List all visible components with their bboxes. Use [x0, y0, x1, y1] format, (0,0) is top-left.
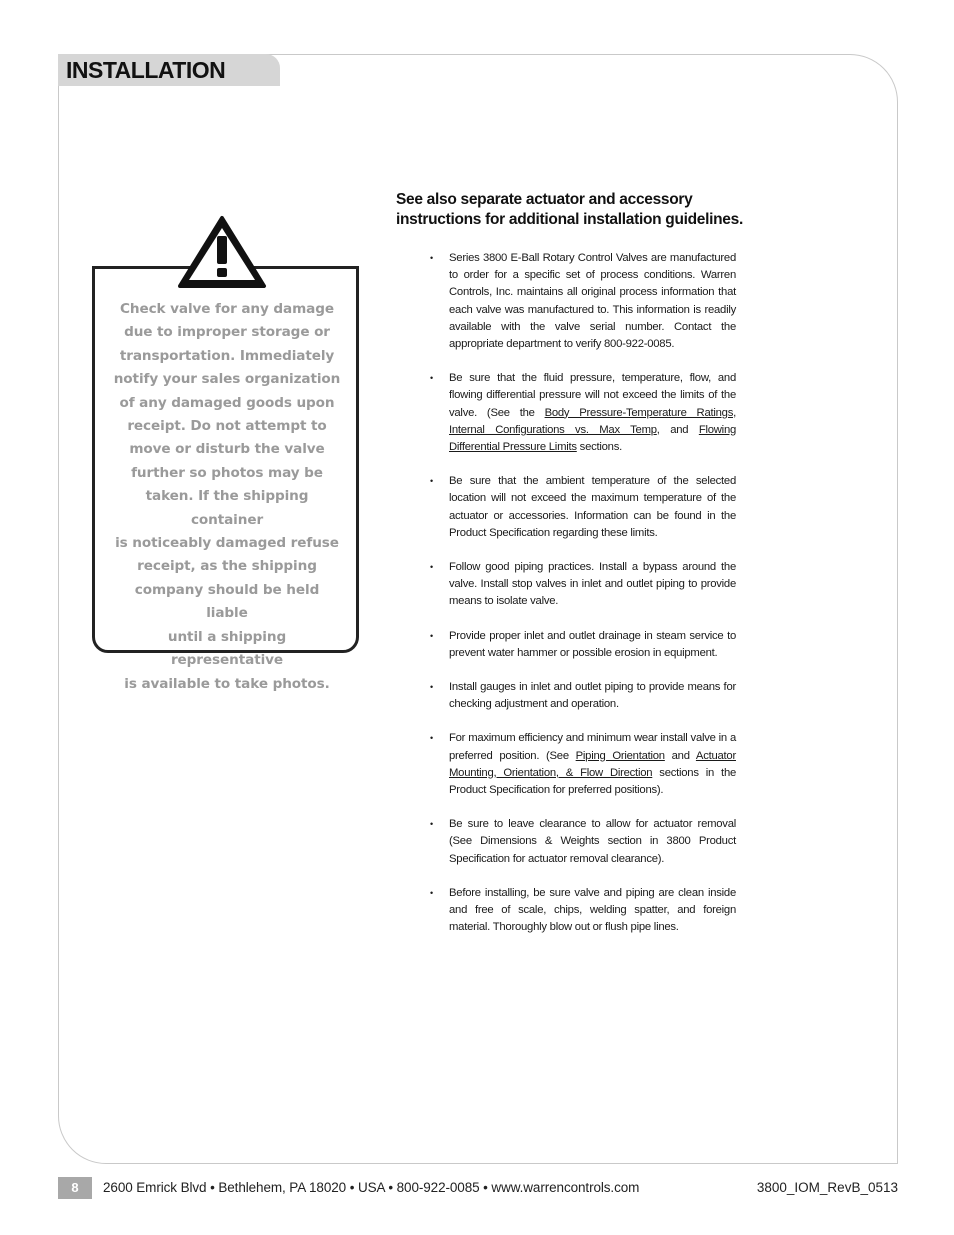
warning-text: [112, 298, 342, 696]
list-item: [424, 559, 736, 611]
section-title: INSTALLATION: [66, 57, 226, 83]
warning-line: further so photos may be: [131, 464, 323, 481]
bullet-icon: •: [430, 733, 433, 744]
warning-triangle-icon: [176, 214, 268, 290]
page-number-badge: 8: [58, 1177, 92, 1199]
warning-line: move or disturb the valve: [129, 441, 325, 458]
bullet-text: Provide proper inlet and outlet drainage in steam service to prevent water hammer or possible erosion in equipment.: [449, 629, 736, 659]
list-item: [424, 628, 736, 662]
list-item: [424, 679, 736, 713]
bullet-icon: •: [430, 373, 433, 384]
bullet-text: Install gauges in inlet and outlet piping to provide means for checking adjustment and operation.: [449, 681, 736, 711]
bullet-text: sections.: [576, 441, 623, 454]
bullet-icon: •: [430, 819, 433, 830]
warning-line: transportation. Immediately: [119, 347, 335, 364]
list-item: [424, 370, 736, 456]
footer-address: 2600 Emrick Blvd • Bethlehem, PA 18020 • USA • 800-922-0085 • www.warrencontrols.com: [103, 1180, 640, 1195]
bullet-text: Be sure that the ambient temperature of the selected location will not exceed the maximum temperature of the actuator or accessories. Information can be found in the Product Specification regarding these limits.: [449, 475, 736, 539]
bullet-text: Be sure that the fluid pressure, temperature, flow, and flowing differential pressure will not exceed the limits of the valve. (See the: [449, 372, 736, 419]
bullet-icon: •: [430, 682, 433, 693]
bullet-icon: •: [430, 253, 433, 263]
warning-line: notify your sales organization: [113, 371, 341, 388]
warning-line: Check valve for any damage: [120, 301, 334, 317]
bullet-text: Follow good piping practices. Install a bypass around the valve. Install stop valves in inlet and outlet piping to provide means to isolate valve.: [449, 561, 736, 608]
section-link[interactable]: Piping Orientation: [575, 749, 665, 762]
warning-line: taken. If the shipping container: [145, 488, 309, 528]
list-item: [424, 885, 736, 937]
bullet-text: sections in the Product Specification for preferred positions).: [449, 766, 737, 797]
warning-line: receipt. Do not attempt to: [127, 418, 327, 435]
bullet-icon: •: [430, 630, 433, 641]
bullet-icon: •: [430, 476, 433, 487]
bullet-text: , and: [656, 423, 699, 436]
warning-line: is available to take photos.: [124, 675, 330, 692]
list-item: [424, 473, 736, 542]
list-item: [424, 816, 736, 868]
list-item: [424, 250, 736, 353]
footer-doc-id: 3800_IOM_RevB_0513: [756, 1180, 898, 1195]
section-link[interactable]: Body Pressure-Temperature Ratings, Internal Configurations vs. Max Temp: [449, 406, 736, 436]
warning-line: receipt, as the shipping: [137, 558, 317, 575]
bullet-text: and: [664, 749, 696, 762]
warning-line: until a shipping representative: [167, 628, 287, 669]
warning-line: due to improper storage or: [124, 324, 330, 341]
heading-line-1: See also separate actuator and accessory: [396, 191, 693, 208]
bullet-text: Series 3800 E-Ball Rotary Control Valves are manufactured to order for a specific set of process conditions. Warren Controls, Inc. maintains all original process information that each valve was manufactured to. This information is readily available with the valve serial number. Contact the appropriate department to verify 800-922-0085.: [449, 252, 736, 351]
heading-line-2: instructions for additional installation guidelines.: [396, 211, 743, 228]
bullet-text: Before installing, be sure valve and piping are clean inside and free of scale, chips, welding spatter, and foreign material. Thoroughly blow out or flush pipe lines.: [449, 886, 736, 934]
list-item: [424, 730, 736, 799]
warning-line: of any damaged goods upon: [119, 394, 335, 411]
bullet-icon: •: [430, 562, 433, 573]
bullet-icon: •: [430, 887, 433, 898]
section-link[interactable]: Flowing Differential Pressure Limits: [449, 423, 737, 454]
bullet-text: For maximum efficiency and minimum wear install valve in a preferred position. (See: [449, 732, 736, 762]
guidelines-heading: [396, 190, 776, 230]
warning-line: company should be held liable: [134, 581, 320, 622]
bullet-text: Be sure to leave clearance to allow for actuator removal (See Dimensions & Weights section in 3800 Product Specification for actuator removal clearance).: [449, 818, 736, 865]
installation-bullet-list: [424, 250, 736, 954]
warning-line: is noticeably damaged refuse: [115, 535, 339, 552]
section-link[interactable]: Actuator Mounting, Orientation, & Flow Direction: [449, 749, 736, 779]
